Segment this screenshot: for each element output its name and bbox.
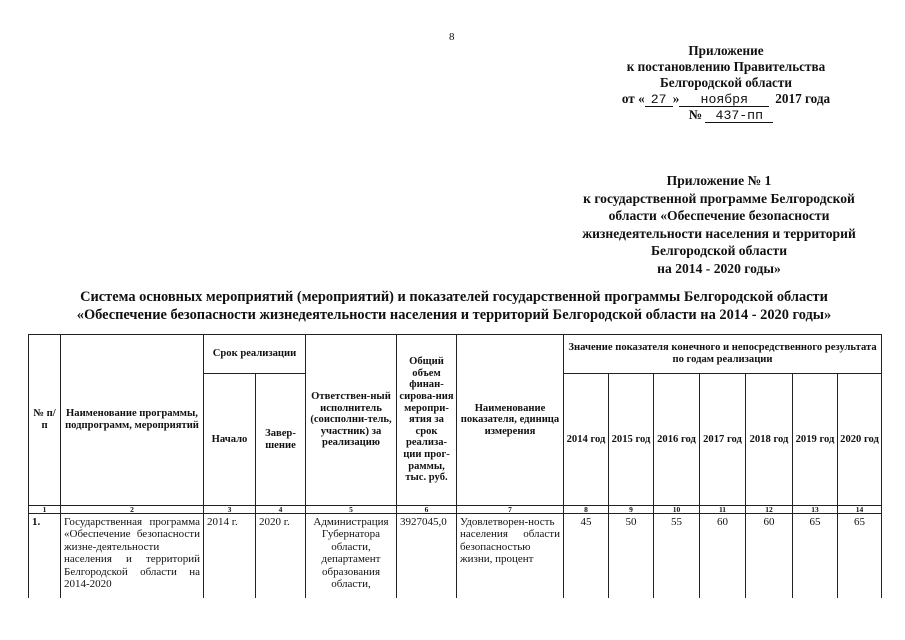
appendix1-line: Приложение № 1: [666, 173, 772, 188]
date-year: 2017 года: [775, 91, 831, 106]
row-num: 1.: [29, 514, 61, 599]
date-day: 27: [645, 93, 673, 107]
document-title: [24, 288, 884, 324]
header-values-group: Значение показателя конечного и непосредственного результата по годам реализации: [564, 335, 882, 374]
appendix-line-2: к постановлению Правительства: [626, 59, 826, 74]
col-number: 4: [256, 506, 306, 514]
col-number: 11: [700, 506, 746, 514]
appendix1-line: области «Обеспечение безопасности: [608, 208, 830, 223]
header-year-2015: 2015 год: [609, 374, 654, 506]
appendix1-line: Белгородской области: [650, 243, 788, 258]
row-executor: Администрация Губернатора области, департамент образования области,: [306, 514, 397, 599]
number-label: №: [688, 107, 702, 122]
header-year-2014: 2014 год: [564, 374, 609, 506]
col-number: 9: [609, 506, 654, 514]
col-number: 2: [61, 506, 204, 514]
header-executor: Ответствен-ный исполнитель (соисполни-тель, участник) за реализацию: [306, 335, 397, 506]
col-number: 5: [306, 506, 397, 514]
appendix-number: [560, 107, 892, 123]
date-month: ноября: [679, 93, 769, 107]
row-value-2020: 65: [838, 514, 882, 599]
col-number: 14: [838, 506, 882, 514]
column-numbers-row: [29, 506, 882, 514]
title-line-2: «Обеспечение безопасности жизнедеятельности населения и территорий Белгородской области на 2014 - 2020 годы»: [76, 307, 832, 323]
row-indicator: Удовлетворен-ность населения области безопасностью жизни, процент: [457, 514, 564, 599]
header-indicator: Наименование показателя, единица измерения: [457, 335, 564, 506]
row-value-2016: 55: [654, 514, 700, 599]
header-start: Начало: [204, 374, 256, 506]
header-year-2019: 2019 год: [793, 374, 838, 506]
row-finance: 3927045,0: [397, 514, 457, 599]
number-value: 437-пп: [705, 109, 773, 123]
header-finance: Общий объем финан-сирова-ния меропри-ятия за срок реализа-ции прог-раммы, тыс. руб.: [397, 335, 457, 506]
col-number: 13: [793, 506, 838, 514]
appendix-line-1: Приложение: [688, 43, 764, 58]
row-value-2018: 60: [746, 514, 793, 599]
header-year-2020: 2020 год: [838, 374, 882, 506]
header-end: Завер-шение: [256, 374, 306, 506]
row-end: 2020 г.: [256, 514, 306, 599]
date-prefix: от «: [621, 91, 645, 106]
header-name: Наименование программы, подпрограмм, мероприятий: [61, 335, 204, 506]
appendix-line-3: Белгородской области: [660, 75, 792, 90]
col-number: 7: [457, 506, 564, 514]
page-number: 8: [449, 31, 455, 43]
header-year-2018: 2018 год: [746, 374, 793, 506]
col-number: 3: [204, 506, 256, 514]
appendix1-header: [538, 172, 900, 277]
header-term: Срок реализации: [204, 335, 306, 374]
title-line-1: Система основных мероприятий (мероприятий) и показателей государственной программы Белгородской области: [80, 289, 828, 305]
col-number: 10: [654, 506, 700, 514]
appendix-date: [560, 91, 892, 107]
row-value-2017: 60: [700, 514, 746, 599]
col-number: 1: [29, 506, 61, 514]
col-number: 8: [564, 506, 609, 514]
row-value-2014: 45: [564, 514, 609, 599]
appendix1-line: жизнедеятельности населения и территорий: [582, 225, 856, 241]
col-number: 12: [746, 506, 793, 514]
appendix-header: [560, 43, 892, 123]
row-start: 2014 г.: [204, 514, 256, 599]
header-num: № п/п: [29, 335, 61, 506]
table-row: [29, 514, 882, 599]
appendix1-line: к государственной программе Белгородской: [583, 190, 855, 206]
appendix1-line: на 2014 - 2020 годы»: [657, 260, 781, 276]
header-year-2016: 2016 год: [654, 374, 700, 506]
header-year-2017: 2017 год: [700, 374, 746, 506]
measures-table: [28, 334, 882, 598]
row-value-2019: 65: [793, 514, 838, 599]
date-mid: »: [672, 91, 680, 106]
row-value-2015: 50: [609, 514, 654, 599]
row-name: Государственная программа «Обеспечение безопасности жизне-деятельности населения и территорий Белгородской области на 2014-2020: [61, 514, 204, 599]
col-number: 6: [397, 506, 457, 514]
